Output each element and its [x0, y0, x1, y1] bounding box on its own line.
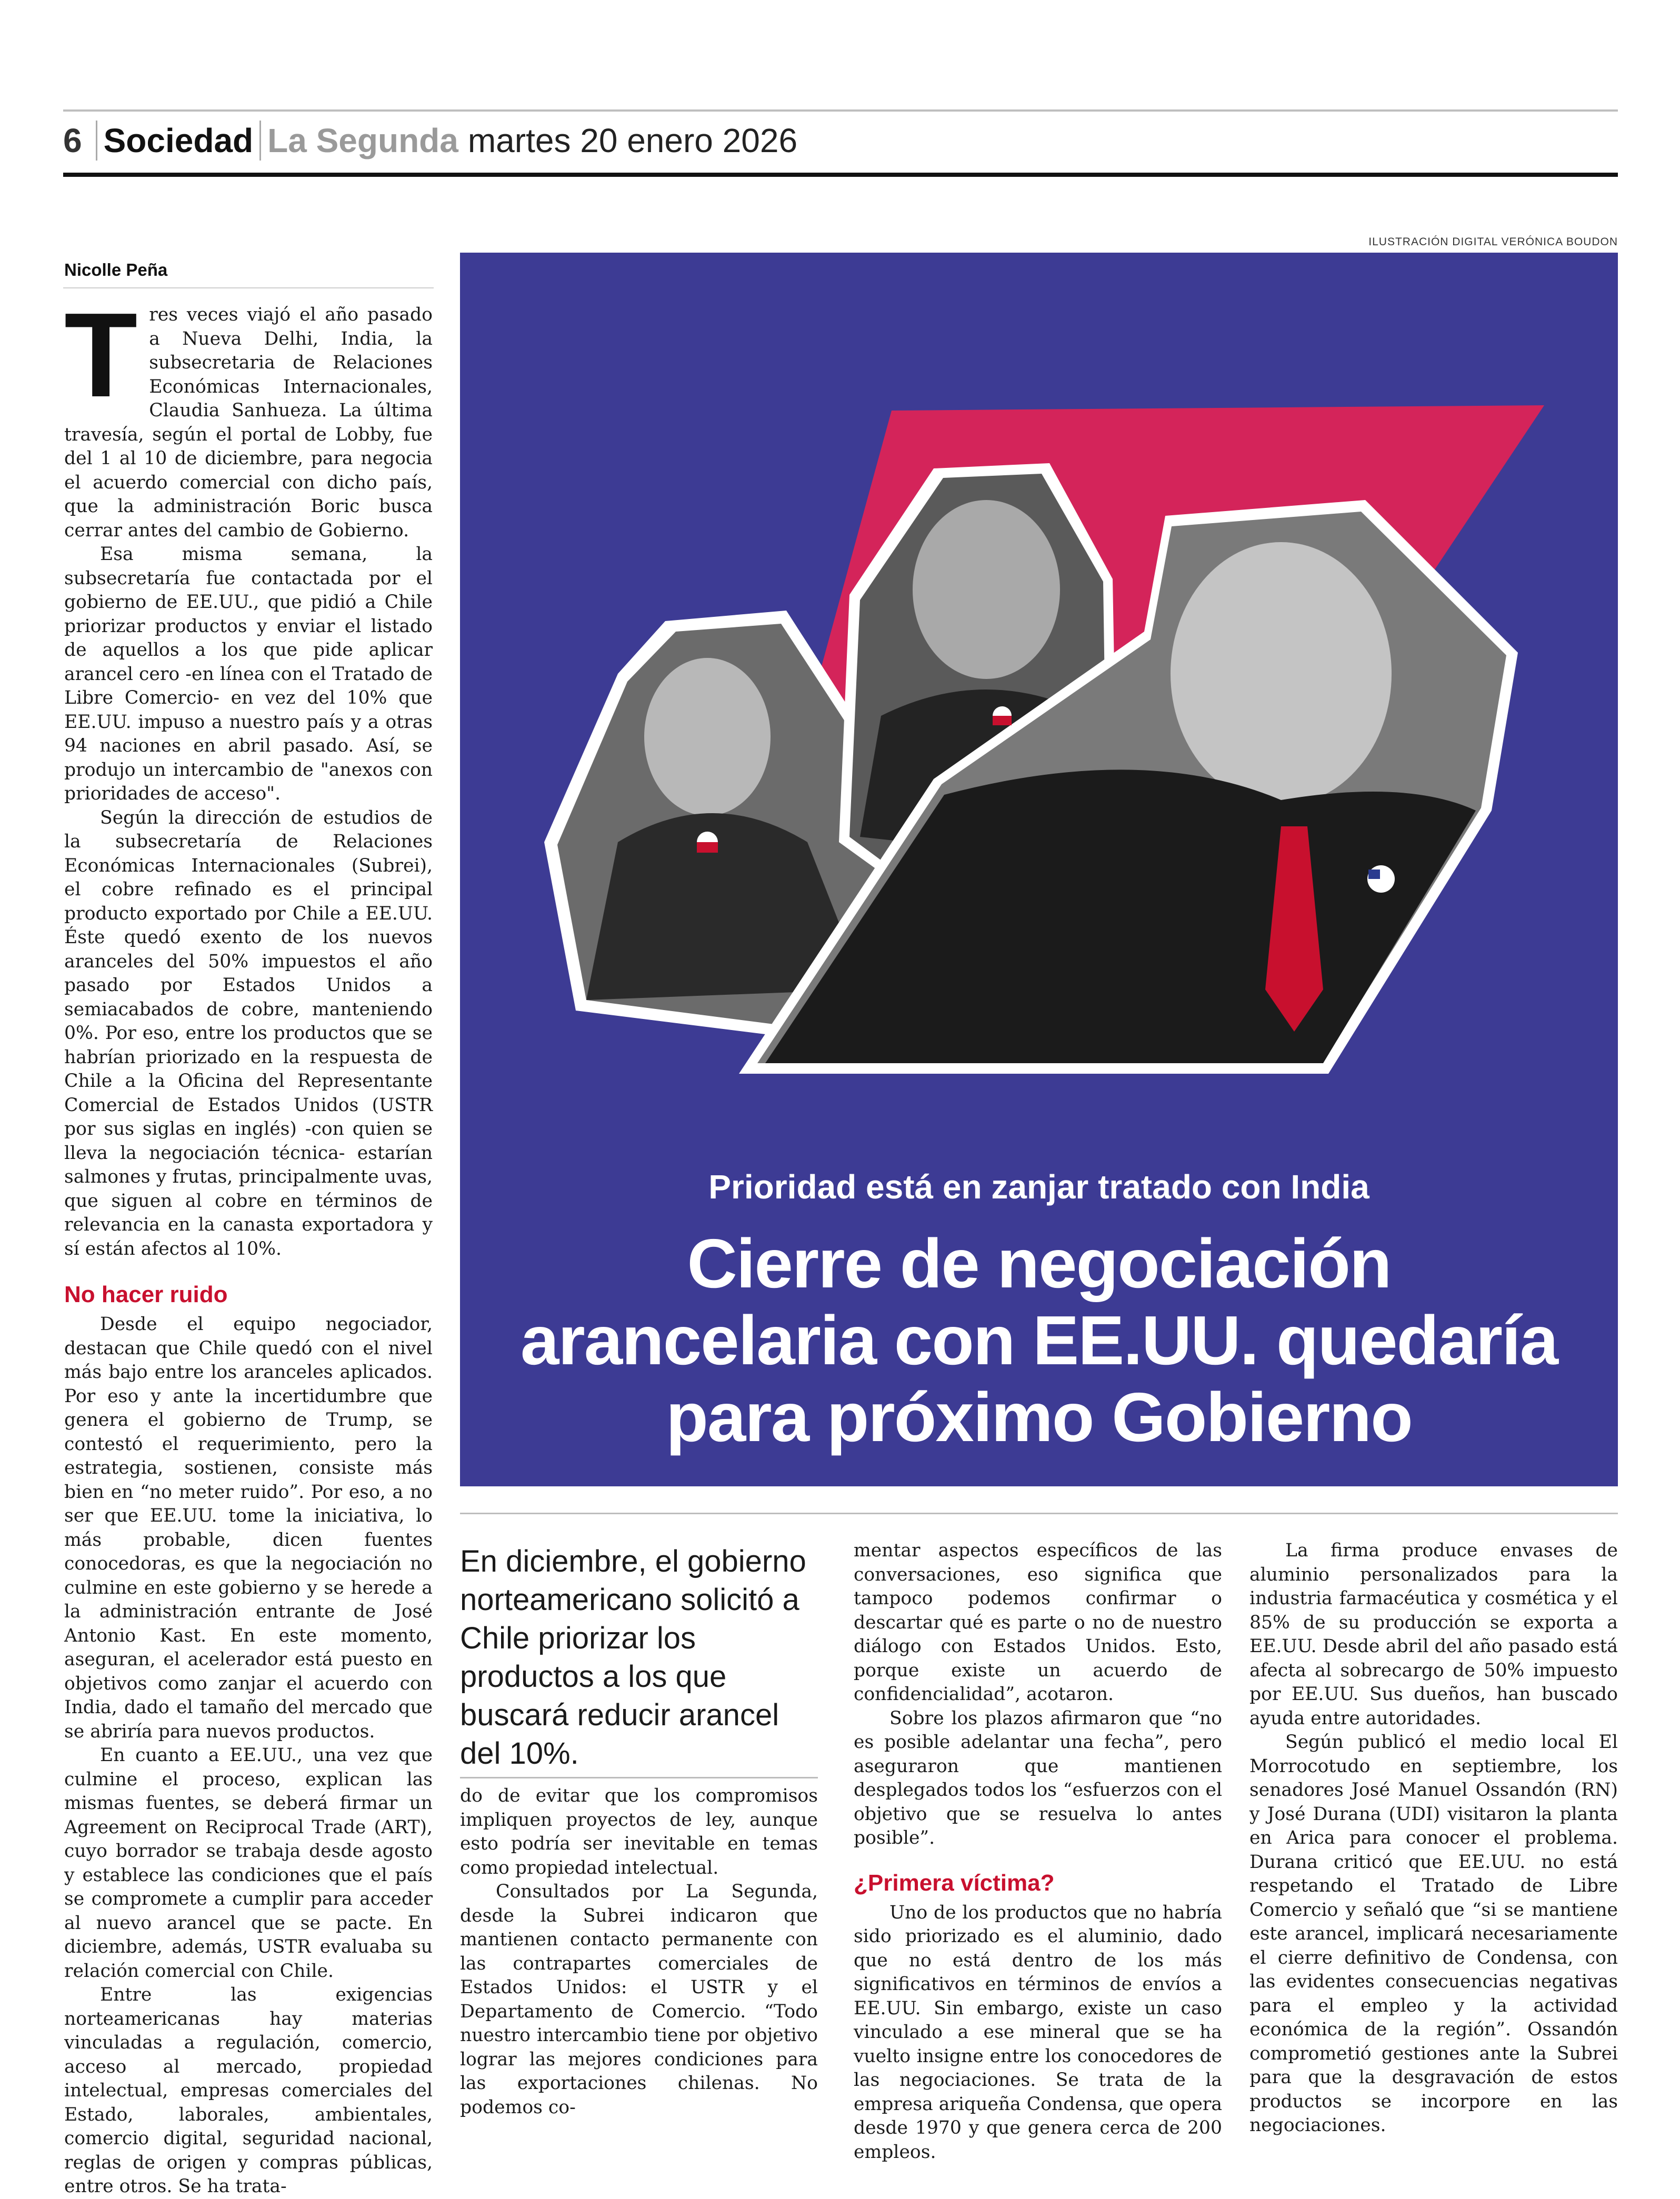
article-column-4	[1249, 1539, 1618, 2138]
paragraph: Uno de los productos que no habría sido priorizado es el aluminio, dado que no está dentro de los más significativos en términos de envíos a EE.UU. Sin embargo, existe un caso vinculado a ese mineral que se ha vuelto insigne entre los conocedores de las negociaciones. Se trata de la empresa ariqueña Condensa, que opera desde 1970 y que genera cerca de 200 empleos.	[854, 1902, 1222, 2163]
article-column-3	[854, 1539, 1222, 2164]
pull-quote: En diciembre, el gobierno norteamericano solicitó a Chile priorizar los productos a los que buscará reducir arancel del 10%.	[460, 1544, 806, 1771]
subheading-primera-victima: ¿Primera víctima?	[854, 1870, 1055, 1896]
headline	[460, 1225, 1618, 1456]
article-column-1	[64, 288, 433, 2199]
header-bottom-rule	[63, 173, 1618, 177]
headline-line: arancelaria con EE.UU. quedaría	[520, 1302, 1558, 1379]
page-header	[63, 117, 797, 164]
figure-2-head	[913, 500, 1060, 679]
drop-cap: T	[64, 288, 138, 422]
paragraph: Entre las exigencias norteamericanas hay materias vinculadas a regulación, comercio, acceso al mercado, propiedad intelectual, empresas comerciales del Estado, laborales, ambientales, comercio digital, seguridad nacional, reglas de origen y compras públicas, entre otros. Se ha trata-	[64, 1984, 433, 2197]
kicker: Prioridad está en zanjar tratado con India	[708, 1168, 1369, 1206]
paragraph: Según la dirección de estudios de la subsecretaría de Relaciones Económicas Internacionales (Subrei), el cobre refinado es el principal producto exportado por Chile a EE.UU. Éste quedó exento de los nuevos aranceles del 50% impuestos el año pasado por Estados Unidos a semiacabados de cobre, manteniendo 0%. Por eso, entre los productos que se habrían priorizado en la respuesta de Chile a la Oficina del Representante Comercial de Estados Unidos (USTR por sus siglas en inglés) -con quien se lleva la negociación técnica- estarían salmones y frutas, principalmente uvas, que siguen al cobre en términos de relevancia en la canasta exportadora y sí están afectos al 10%.	[64, 807, 433, 1260]
page-number: 6	[63, 122, 82, 159]
header-divider	[259, 121, 261, 161]
paragraph: do de evitar que los compromisos impliquen proyectos de ley, aunque esto podría ser inevitable en temas como propiedad intelectual.	[460, 1785, 818, 1878]
paragraph: Esa misma semana, la subsecretaría fue contactada por el gobierno de EE.UU., que pidió a Chile priorizar productos y enviar el listado de aquellos a los que pide aplicar arancel cero -en línea con el Tratado de Libre Comercio- en vez del 10% que EE.UU. impuso a nuestro país y a otras 94 naciones en abril pasado. Así, se produjo un intercambio de "anexos con prioridades de acceso".	[64, 544, 433, 804]
chile-flag-pin-icon-red	[993, 716, 1012, 725]
hero-bottom-rule	[460, 1513, 1618, 1514]
subheading-no-hacer-ruido: No hacer ruido	[64, 1282, 228, 1307]
chile-flag-pin-icon-red	[697, 842, 718, 853]
article-column-2	[460, 1784, 818, 2120]
hero-illustration	[460, 253, 1618, 1486]
section-name: Sociedad	[103, 122, 254, 159]
header-divider	[96, 121, 97, 161]
headline-line: para próximo Gobierno	[666, 1378, 1412, 1456]
issue-date: martes 20 enero 2026	[467, 122, 798, 159]
illustration-credit: ILUSTRACIÓN DIGITAL VERÓNICA BOUDON	[1368, 236, 1618, 248]
paragraph: La firma produce envases de aluminio personalizados para la industria farmacéutica y cosmética y el 85% de su producción se exporta a EE.UU. Desde abril del año pasado está afecta al sobrecargo de 50% impuesto por EE.UU. Sus dueños, han buscado ayuda entre autoridades.	[1249, 1540, 1618, 1729]
paragraph: En cuanto a EE.UU., una vez que culmine el proceso, explican las mismas fuentes, se deberá firmar un Agreement on Reciprocal Trade (ART), cuyo borrador se trabaja desde agosto y establece las condiciones que el país se compromete a cumplir para acceder al nuevo arancel que se pacte. En diciembre, además, USTR evaluaba su relación comercial con Chile.	[64, 1745, 433, 1982]
header-top-rule	[63, 109, 1618, 112]
paragraph: mentar aspectos específicos de las conversaciones, eso significa que tampoco podemos confirmar o descartar qué es parte o no de nuestro diálogo con Estados Unidos. Esto, porque existe un acuerdo de confidencialidad”, acotaron.	[854, 1540, 1222, 1705]
us-flag-pin-icon-blue	[1368, 869, 1380, 879]
paragraph: Según publicó el medio local El Morrocotudo en septiembre, los senadores José Manuel Ossandón (RN) y José Durana (UDI) visitaron la planta en Arica para conocer el problema. Durana criticó que EE.UU. no está respetando el Tratado de Libre Comercio y señaló que “si se mantiene este arancel, implicará necesariamente el cierre definitivo de Condensa, con las evidentes consecuencias negativas para el empleo y la actividad económica de la región”. Ossandón comprometió gestiones ante la Subrei para que la desgravación de estos productos se incorpore en las negociaciones.	[1249, 1732, 1618, 2136]
figure-1-head	[644, 658, 771, 816]
paragraph: res veces viajó el año pasado a Nueva Delhi, India, la subsecretaria de Relaciones Económicas Internacionales, Claudia Sanhueza. La última travesía, según el portal de Lobby, fue del 1 al 10 de diciembre, para negocia el acuerdo comercial con dicho país, que la administración Boric busca cerrar antes del cambio de Gobierno.	[64, 304, 433, 541]
pull-quote-rule	[460, 1777, 818, 1778]
paragraph: Desde el equipo negociador, destacan que Chile quedó con el nivel más bajo entre los aranceles aplicados. Por eso y ante la incertidumbre que genera el gobierno de Trump, se contestó el requerimiento, pero la estrategia, sostienen, consiste más bien en “no meter ruido”. Por eso, a no ser que EE.UU. tome la iniciativa, lo más probable, dicen fuentes conocedoras, es que la negociación no culmine en este gobierno y se herede a la administración entrante de José Antonio Kast. En este momento, aseguran, el acelerador está puesto en objetivos como zanjar el acuerdo con India, dado el tamaño del mercado que se abriría para nuevos productos.	[64, 1314, 433, 1742]
figure-3-head	[1171, 542, 1392, 805]
headline-line: Cierre de negociación	[687, 1225, 1391, 1302]
paragraph: Consultados por La Segunda, desde la Subrei indicaron que mantienen contacto permanente con las contrapartes comerciales de Estados Unidos: el USTR y el Departamento de Comercio. “Todo nuestro intercambio tiene por objetivo lograr las mejores condiciones para las exportaciones chilenas. No podemos co-	[460, 1881, 818, 2118]
author-byline: Nicolle Peña	[64, 260, 168, 279]
publication-name: La Segunda	[267, 122, 458, 159]
paragraph: Sobre los plazos afirmaron que “no es posible adelantar una fecha”, pero aseguraron que mantienen desplegados todos los “esfuerzos con el objetivo que se resuelva lo antes posible”.	[854, 1707, 1222, 1848]
